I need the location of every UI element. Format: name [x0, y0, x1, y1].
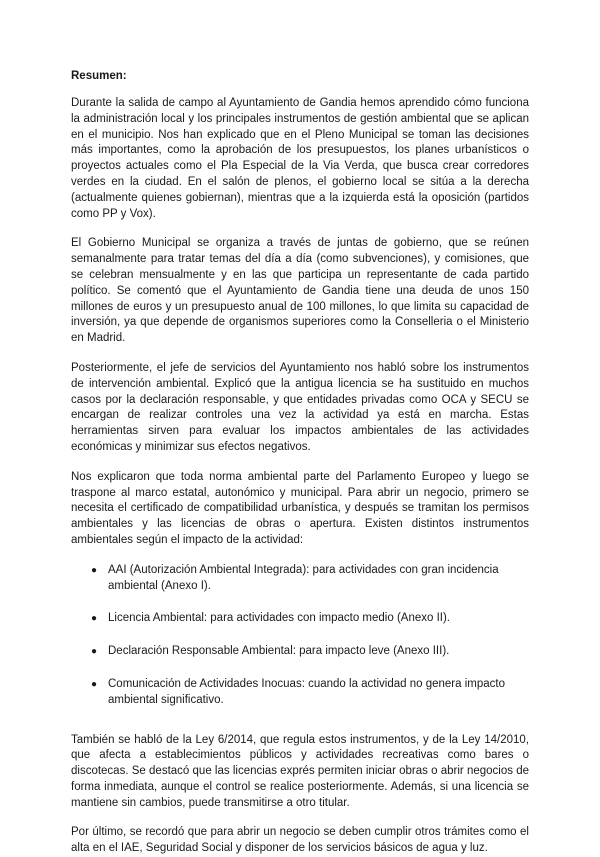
list-item [91, 677, 529, 709]
paragraph-government: El Gobierno Municipal se organiza a través de juntas de gobierno, que se reúnen semanalmente para tratar temas del día a día (como subvenciones), y comisiones, que se celebran mensualmente y en las que participa un representante de cada partido político. Se comentó que el Ayuntamiento de Gandia tiene una deuda de unos 150 millones de euros y un presupuesto anual de 100 millones, lo que limita su capacidad de inversión, ya que depende de organismos superiores como la Conselleria o el Ministerio en Madrid. [71, 237, 529, 345]
instruments-list [71, 563, 529, 709]
paragraph-regulations: Nos explicaron que toda norma ambiental parte del Parlamento Europeo y luego se traspone al marco estatal, autonómico y municipal. Para abrir un negocio, primero se necesita el certificado de compatibilidad urbanística, y después se tramitan los permisos ambientales y las licencias de obras o apertura. Existen distintos instrumentos ambientales según el impacto de la actividad: [71, 470, 529, 546]
list-item-text: AAI (Autorización Ambiental Integrada): para actividades con gran incidencia ambiental (Anexo I). [108, 563, 499, 592]
bullet-icon: ● [91, 564, 98, 576]
summary-heading: Resumen: [71, 70, 127, 82]
bullet-icon: ● [91, 613, 98, 625]
bullet-icon: ● [91, 646, 98, 658]
list-item [91, 644, 529, 660]
paragraph-intro: Durante la salida de campo al Ayuntamiento de Gandia hemos aprendido cómo funciona la administración local y los principales instrumentos de gestión ambiental que se aplican en el municipio. Nos han explicado que en el Pleno Municipal se toman las decisiones más importantes, como la aprobación de los presupuestos, los planes urbanísticos o proyectos actuales como el Pla Especial de la Via Verda, que busca crear corredores verdes en la ciudad. En el salón de plenos, el gobierno local se sitúa a la derecha (actualmente quienes gobiernan), mientras que a la izquierda está la oposición (partidos como PP y Vox). [71, 97, 529, 220]
bullet-icon: ● [91, 678, 98, 690]
list-item [91, 611, 529, 627]
list-item [91, 563, 529, 595]
list-item-text: Licencia Ambiental: para actividades con impacto medio (Anexo II). [108, 612, 450, 625]
paragraph-laws: También se habló de la Ley 6/2014, que regula estos instrumentos, y de la Ley 14/2010, que afecta a establecimientos públicos y actividades recreativas como bares o discotecas. Se destacó que las licencias exprés permiten iniciar obras o abrir negocios de forma inmediata, aunque el control se realice posteriormente. Además, si una licencia se mantiene sin cambios, puede transmitirse a otro titular. [71, 733, 529, 809]
paragraph-closing: Por último, se recordó que para abrir un negocio se deben cumplir otros trámites como el alta en el IAE, Seguridad Social y disponer de los servicios básicos de agua y luz. [71, 826, 529, 855]
list-item-text: Declaración Responsable Ambiental: para impacto leve (Anexo III). [108, 645, 450, 658]
list-item-text: Comunicación de Actividades Inocuas: cuando la actividad no genera impacto ambiental significativo. [108, 677, 505, 706]
paragraph-environmental-instruments: Posteriormente, el jefe de servicios del Ayuntamiento nos habló sobre los instrumentos de intervención ambiental. Explicó que la antigua licencia se ha sustituido en muchos casos por la declaración responsable, y que entidades privadas como OCA y SECU se encargan de realizar controles una vez la actividad ya está en marcha. Estas herramientas sirven para evaluar los impactos ambientales de las actividades económicas y minimizar sus efectos negativos. [71, 361, 529, 453]
